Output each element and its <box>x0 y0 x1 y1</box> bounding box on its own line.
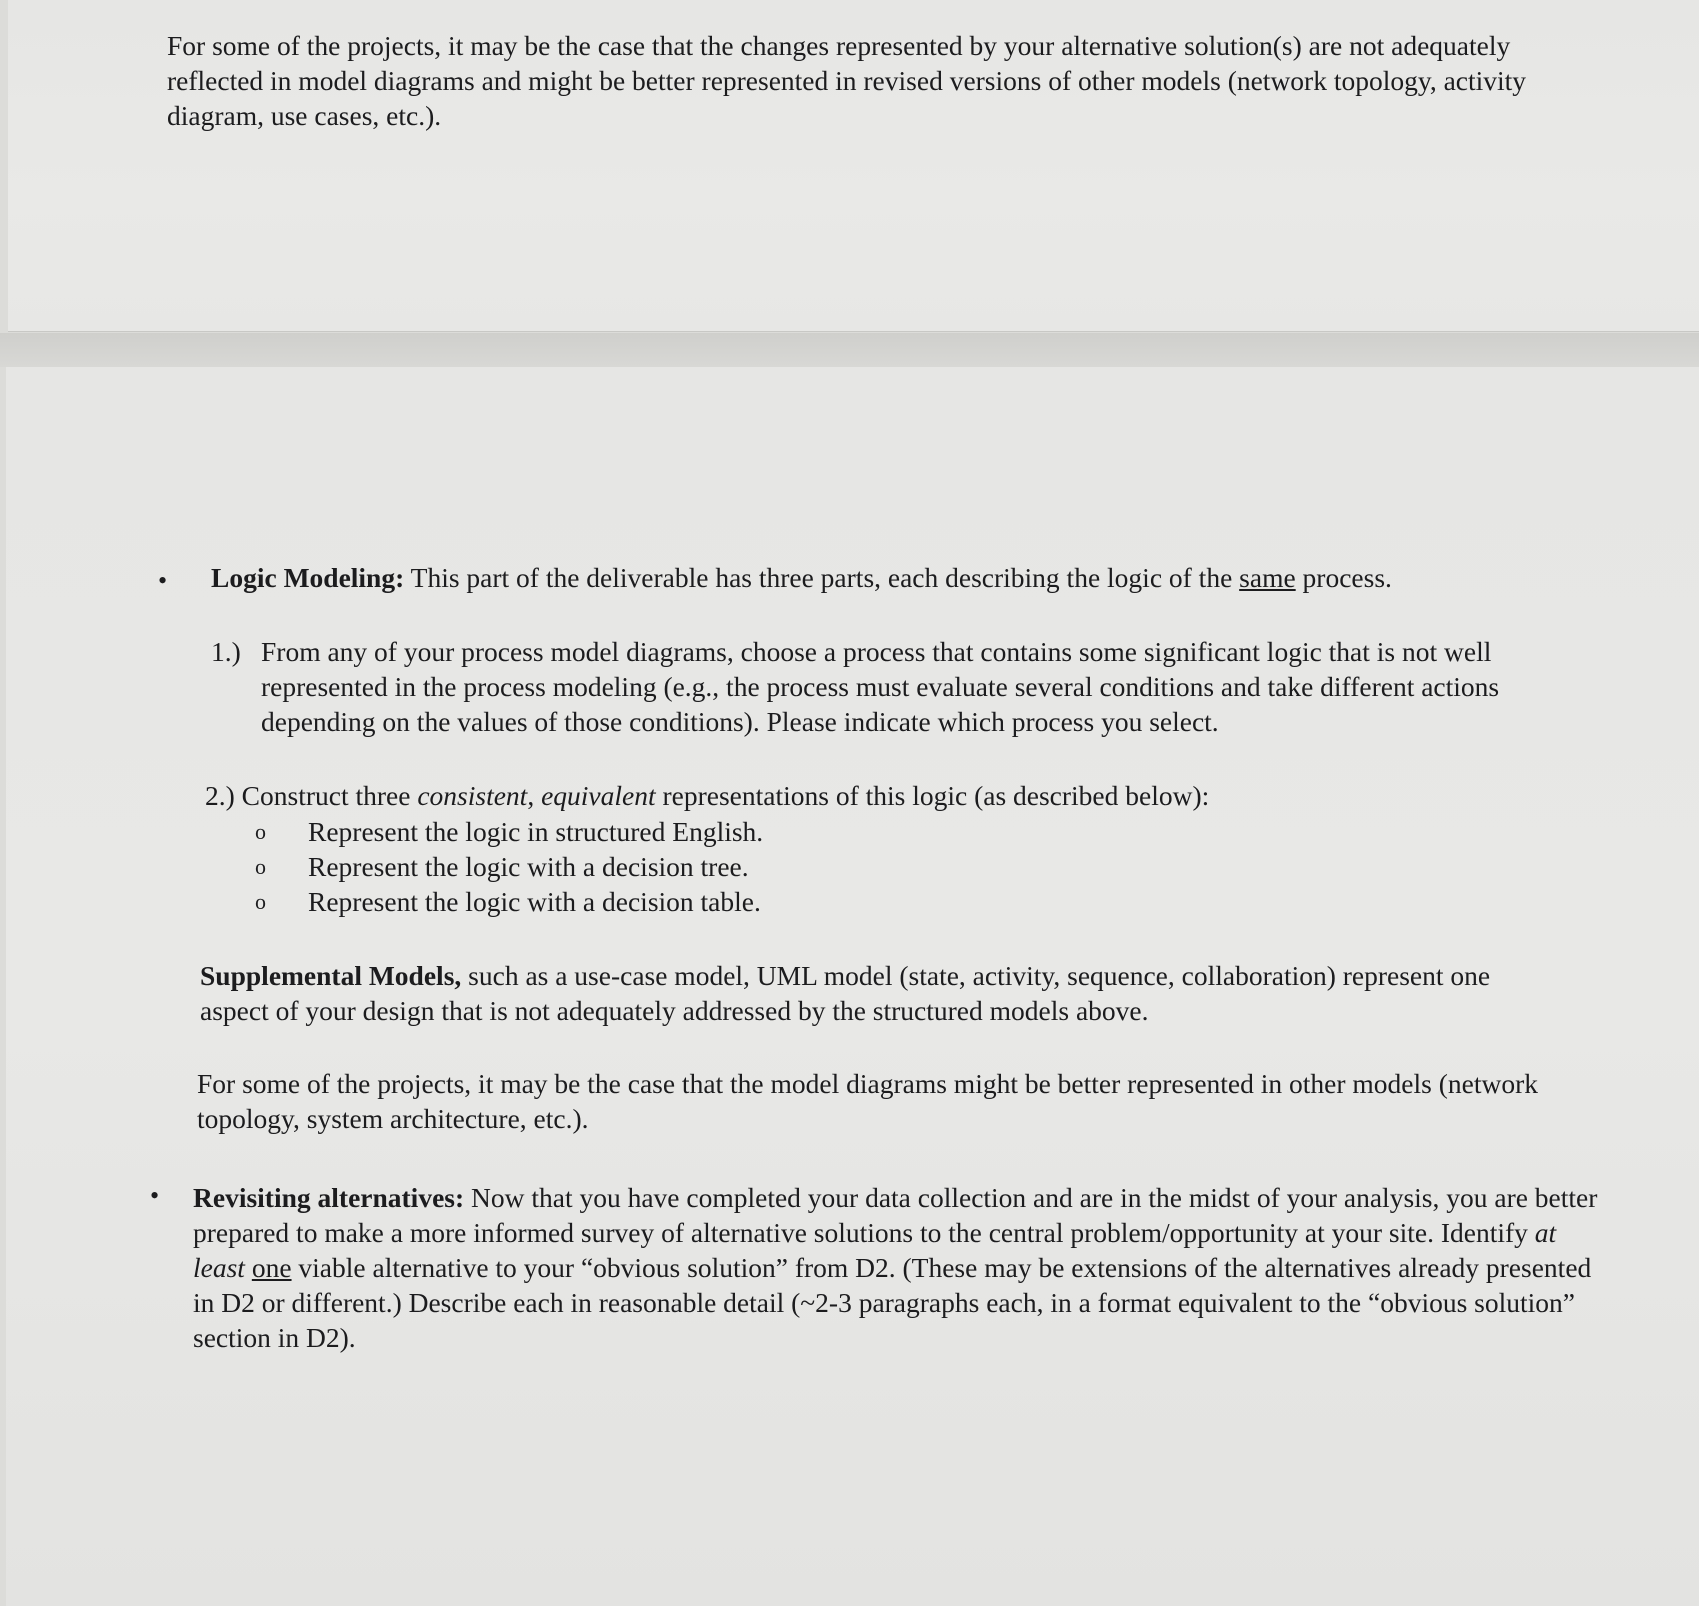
revisiting-text-1: Now that you have completed your data collection and are in the midst of your analysis, you are better prepared to make a more informed survey of alternative solutions to the central problem/opportunity at your site. Identify <box>193 1182 1598 1248</box>
circle-bullet-icon: o <box>255 819 266 844</box>
item-1-text: From any of your process model diagrams, choose a process that contains some significant logic that is not well represented in the process modeling (e.g., the process must evaluate several conditions and take different actions depending on the values of those conditions). Please indicate which process you select. <box>261 636 1500 737</box>
item-1-number: 1.) <box>211 636 241 667</box>
for-some-paragraph: For some of the projects, it may be the case that the model diagrams might be better represented in other models (network topology, system architecture, etc.). <box>197 1068 1538 1134</box>
list-item <box>255 814 1155 849</box>
logic-item-2 <box>205 778 1585 813</box>
sub-item-text: Represent the logic with a decision tree. <box>308 851 749 882</box>
list-item <box>255 884 1155 919</box>
supplemental-text: such as a use-case model, UML model (state, activity, sequence, collaboration) represent one aspect of your design that is not adequately addressed by the structured models above. <box>200 960 1491 1026</box>
representation-list <box>255 814 1155 919</box>
page-gap <box>0 333 1699 367</box>
revisiting-heading: Revisiting alternatives: <box>193 1182 465 1213</box>
logic-modeling-same-underlined: same <box>1239 562 1296 593</box>
bullet-revisiting: • <box>150 1181 160 1210</box>
sub-item-text: Represent the logic in structured English. <box>308 816 764 847</box>
logic-modeling-paragraph <box>211 560 1571 595</box>
supplemental-models-paragraph <box>200 958 1550 1028</box>
item-2-equivalent: equivalent <box>541 780 656 811</box>
logic-item-1 <box>211 634 1581 739</box>
revisiting-space <box>245 1252 252 1283</box>
revisiting-at-least: at least <box>193 1217 1557 1283</box>
item-2-suffix: representations of this logic (as described below): <box>655 780 1210 811</box>
revisiting-one-underlined: one <box>251 1252 292 1283</box>
revisiting-text-2: viable alternative to your “obvious solution” from D2. (These may be extensions of the alternatives already presented in D2 or different.) Describe each in reasonable detail (~2-3 paragraphs each, in a format equivalent to the “obvious solution” section in D2). <box>193 1252 1592 1353</box>
revisiting-alternatives-paragraph <box>193 1180 1613 1355</box>
sub-item-text: Represent the logic with a decision table. <box>308 886 761 917</box>
item-2-consistent: consistent <box>417 780 528 811</box>
intro-paragraph: For some of the projects, it may be the case that the changes represented by your alternative solution(s) are not adequately reflected in model diagrams and might be better represented in revised versions of other models (network topology, activity diagram, use cases, etc.). <box>167 30 1527 131</box>
circle-bullet-icon: o <box>255 889 266 914</box>
list-item <box>255 849 1155 884</box>
bullet-logic-modeling: • <box>158 566 168 595</box>
circle-bullet-icon: o <box>255 854 266 879</box>
logic-modeling-heading: Logic Modeling: <box>211 562 405 593</box>
item-2-prefix: 2.) Construct three <box>205 780 418 811</box>
logic-modeling-intro-before: This part of the deliverable has three parts, each describing the logic of the <box>404 562 1240 593</box>
logic-modeling-intro-after: process. <box>1295 562 1392 593</box>
item-2-comma: , <box>527 780 542 811</box>
supplemental-heading: Supplemental Models, <box>200 960 462 991</box>
